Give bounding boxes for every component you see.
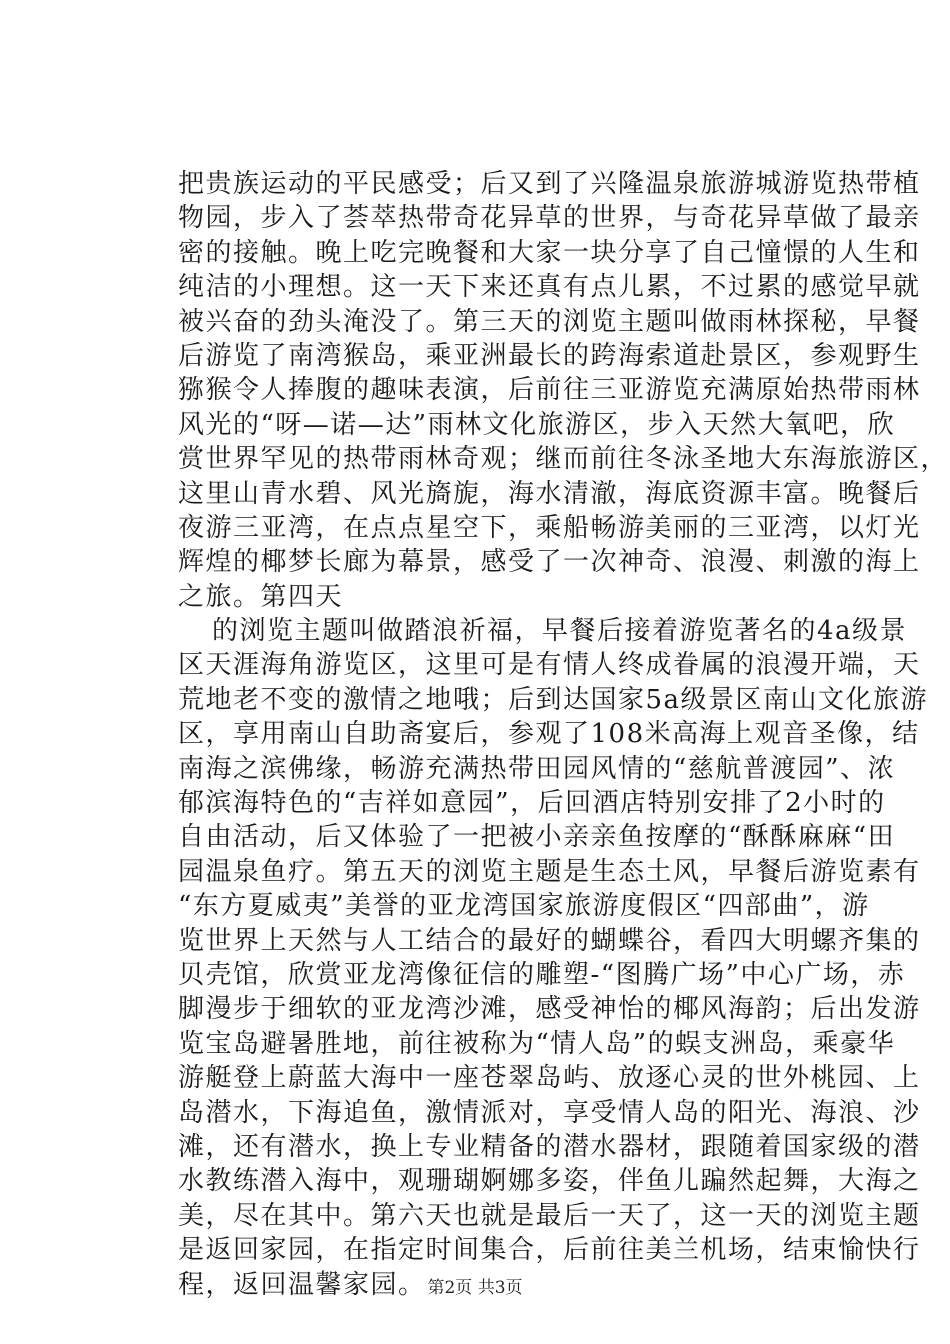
text-line: 游艇登上蔚蓝大海中一座苍翠岛屿、放逐心灵的世外桃园、上 xyxy=(178,1063,921,1094)
text-line: 览世界上天然与人工结合的最好的蝴蝶谷，看四大明螺齐集的 xyxy=(178,925,921,956)
text-line: 的浏览主题叫做踏浪祈福，早餐后接着游览著名的4a级景 xyxy=(212,616,908,647)
text-line: 区天涯海角游览区，这里可是有情人终成眷属的浪漫开端，天 xyxy=(178,650,921,681)
page-number-label: 第2页 共3页 xyxy=(427,1278,523,1298)
text-line: 风光的“呀—诺—达”雨林文化旅游区，步入天然大氧吧，欣 xyxy=(178,409,896,440)
text-line: 岛潜水，下海追鱼，激情派对，享受情人岛的阳光、海浪、沙 xyxy=(178,1097,921,1128)
text-line: 脚漫步于细软的亚龙湾沙滩，感受神怡的椰风海韵；后出发游 xyxy=(178,994,921,1025)
paragraph-1 xyxy=(178,167,949,614)
text-line: 郁滨海特色的“吉祥如意园”，后回酒店特别安排了2小时的 xyxy=(178,788,886,819)
text-line: 辉煌的椰梦长廊为幕景，感受了一次神奇、浪漫、刺激的海上 xyxy=(178,547,921,578)
text-line: 贝壳馆，欣赏亚龙湾像征信的雕塑-“图腾广场”中心广场，赤 xyxy=(178,959,906,990)
text-line: 赏世界罕见的热带雨林奇观；继而前往冬泳圣地大东海旅游区， xyxy=(178,444,949,475)
text-line: 被兴奋的劲头淹没了。第三天的浏览主题叫做雨林探秘，早餐 xyxy=(178,306,921,337)
page-footer xyxy=(0,1273,950,1298)
text-line: 猕猴令人捧腹的趣味表演，后前往三亚游览充满原始热带雨林 xyxy=(178,375,921,406)
text-line: 览宝岛避暑胜地，前往被称为“情人岛”的蜈支洲岛，乘豪华 xyxy=(178,1028,896,1059)
text-line: 区，享用南山自助斋宴后，参观了108米高海上观音圣像，结 xyxy=(178,719,920,750)
text-line: 水教练潜入海中，观珊瑚婀娜多姿，伴鱼儿蹁然起舞，大海之 xyxy=(178,1166,921,1197)
body-text xyxy=(178,167,949,1302)
text-line: 这里山青水碧、风光旖旎，海水清澈，海底资源丰富。晚餐后 xyxy=(178,478,921,509)
text-line: 物园，步入了荟萃热带奇花异草的世界，与奇花异草做了最亲 xyxy=(178,203,921,234)
text-line: 园温泉鱼疗。第五天的浏览主题是生态土风，早餐后游览素有 xyxy=(178,856,921,887)
text-line: 南海之滨佛缘，畅游充满热带田园风情的“慈航普渡园”、浓 xyxy=(178,753,896,784)
text-line: 纯洁的小理想。这一天下来还真有点儿累，不过累的感觉早就 xyxy=(178,272,921,303)
text-line: 后游览了南湾猴岛，乘亚洲最长的跨海索道赴景区，参观野生 xyxy=(178,340,921,371)
text-line: 美，尽在其中。第六天也就是最后一天了，这一天的浏览主题 xyxy=(178,1200,921,1231)
text-line: “东方夏威夷”美誉的亚龙湾国家旅游度假区“四部曲”，游 xyxy=(178,891,870,922)
paragraph-2 xyxy=(178,614,929,1302)
text-line: 是返回家园，在指定时间集合，后前往美兰机场，结束愉快行 xyxy=(178,1235,921,1266)
text-line: 之旅。第四天 xyxy=(178,581,344,612)
text-line: 密的接触。晚上吃完晚餐和大家一块分享了自己憧憬的人生和 xyxy=(178,237,921,268)
text-line: 夜游三亚湾，在点点星空下，乘船畅游美丽的三亚湾，以灯光 xyxy=(178,512,921,543)
text-line: 荒地老不变的激情之地哦；后到达国家5a级景区南山文化旅游 xyxy=(178,684,929,715)
text-line: 程，返回温馨家园。 xyxy=(178,1269,426,1300)
text-line: 滩，还有潜水，换上专业精备的潜水器材，跟随着国家级的潜 xyxy=(178,1131,921,1162)
text-line: 把贵族运动的平民感受；后又到了兴隆温泉旅游城游览热带植 xyxy=(178,169,921,199)
text-line: 自由活动，后又体验了一把被小亲亲鱼按摩的“酥酥麻麻“田 xyxy=(178,822,896,853)
